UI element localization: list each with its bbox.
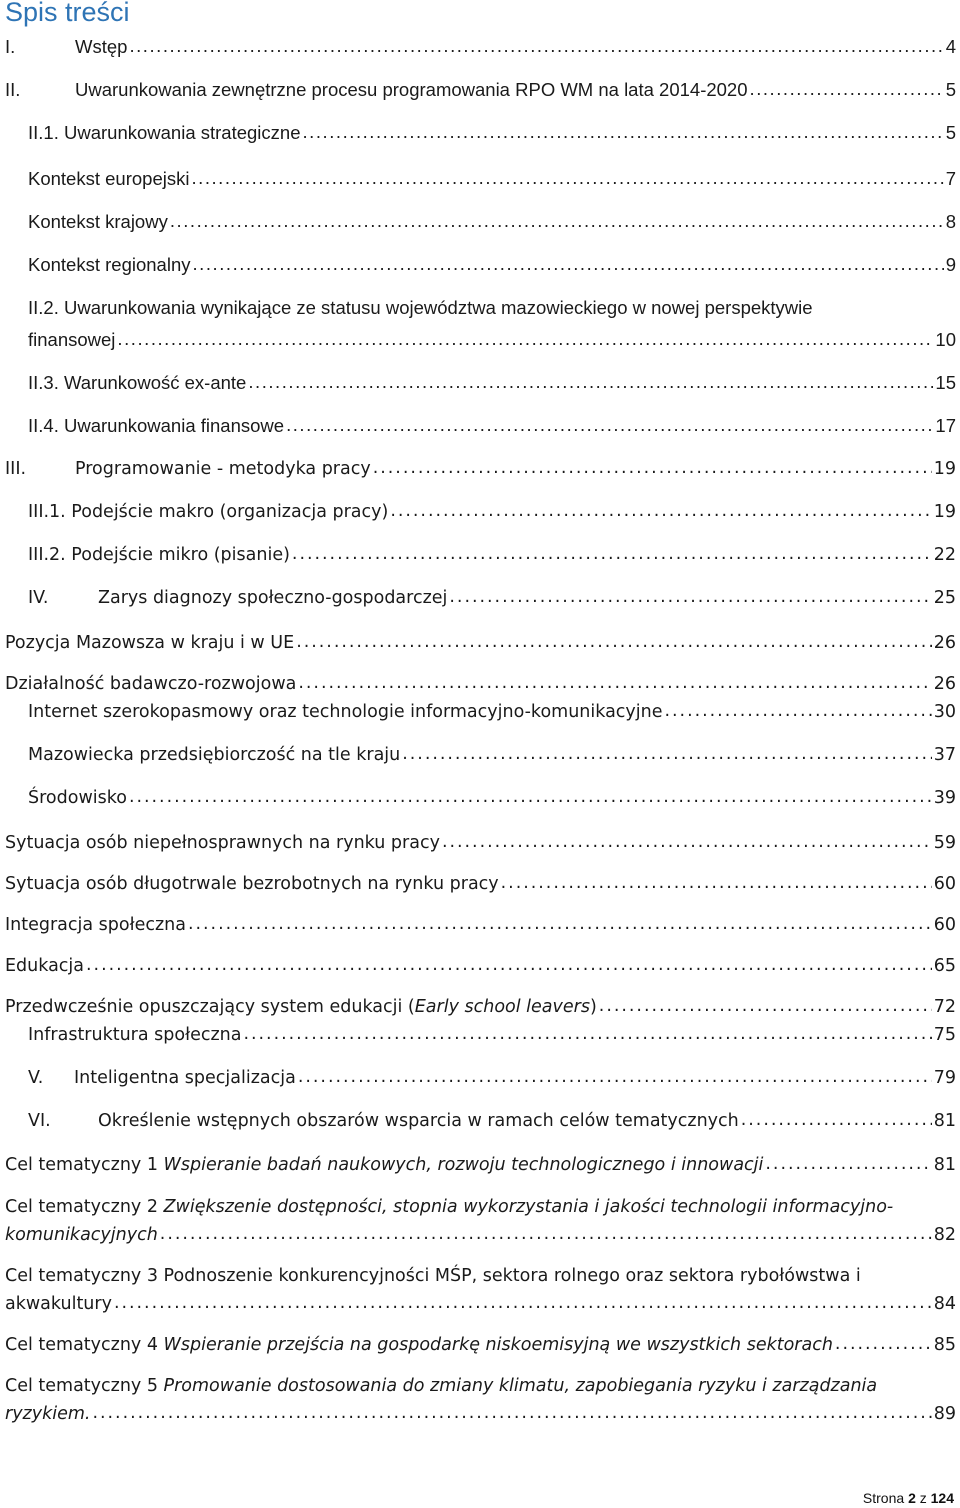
toc-entry[interactable] xyxy=(0,1152,956,1178)
toc-entry-page-number: 19 xyxy=(933,459,956,479)
toc-entry[interactable] xyxy=(0,370,956,396)
toc-dot-leader xyxy=(170,209,944,234)
toc-dot-leader xyxy=(449,585,931,610)
toc-dot-leader xyxy=(665,699,932,724)
toc-dot-leader xyxy=(599,994,932,1019)
toc-entry-title: III.2. Podejście mikro (pisanie) xyxy=(28,545,290,565)
toc-entry-title: II.1. Uwarunkowania strategiczne xyxy=(28,122,301,143)
toc-entry-title: akwakultury xyxy=(5,1294,112,1314)
toc-entry[interactable] xyxy=(0,994,956,1020)
toc-entry[interactable] xyxy=(0,699,956,725)
toc-entry-title: Mazowiecka przedsiębiorczość na tle kraju xyxy=(28,745,401,765)
footer-total-pages: 124 xyxy=(930,1490,954,1506)
page-footer xyxy=(863,1490,954,1506)
toc-entry[interactable] xyxy=(0,252,956,278)
toc-entry[interactable] xyxy=(0,456,956,482)
toc-dot-leader xyxy=(296,630,932,655)
toc-dot-leader xyxy=(193,252,944,277)
toc-entry-title: Cel tematyczny 4 Wspieranie przejścia na gospodarkę niskoemisyjną we wszystkich sektorach xyxy=(5,1335,833,1355)
toc-entry[interactable] xyxy=(0,1065,956,1091)
toc-entry-page-number: 25 xyxy=(933,588,956,608)
toc-entry-page-number: 72 xyxy=(933,997,956,1017)
toc-entry[interactable] xyxy=(0,34,956,60)
toc-entry-page-number: 17 xyxy=(935,415,956,436)
toc-entry-number: V. xyxy=(28,1068,44,1088)
toc-entry[interactable] xyxy=(0,1222,956,1248)
toc-entry-page-number: 84 xyxy=(933,1294,956,1314)
toc-entry-page-number: 59 xyxy=(933,833,956,853)
toc-entry-title: Określenie wstępnych obszarów wsparcia w ramach celów tematycznych xyxy=(98,1111,739,1131)
toc-entry-page-number: 79 xyxy=(933,1068,956,1088)
toc-dot-leader xyxy=(373,456,932,481)
toc-entry-page-number: 10 xyxy=(935,329,956,350)
toc-entry-page-number: 65 xyxy=(933,956,956,976)
toc-entry-title: Wstęp xyxy=(75,36,128,57)
toc-entry-page-number: 15 xyxy=(935,372,956,393)
toc-entry-page-number: 9 xyxy=(945,254,956,275)
toc-entry-title: Pozycja Mazowsza w kraju i w UE xyxy=(5,633,295,653)
toc-dot-leader xyxy=(114,1291,932,1316)
toc-dot-leader xyxy=(750,77,944,102)
toc-dot-leader xyxy=(741,1108,932,1133)
toc-entry-number: II. xyxy=(5,79,21,100)
toc-entry[interactable] xyxy=(0,912,956,938)
toc-entry[interactable] xyxy=(0,871,956,897)
toc-dot-leader xyxy=(442,830,932,855)
toc-entry[interactable] xyxy=(0,77,956,103)
toc-entry[interactable] xyxy=(0,499,956,525)
toc-dot-leader xyxy=(501,871,932,896)
toc-entry-number: VI. xyxy=(28,1111,51,1131)
toc-entry[interactable] xyxy=(0,1022,956,1048)
toc-entry-title: Cel tematyczny 5 Promowanie dostosowania do zmiany klimatu, zapobiegania ryzyku i zarządzania xyxy=(5,1376,878,1396)
toc-entry-title: II.3. Warunkowość ex-ante xyxy=(28,372,247,393)
toc-entry-title: Kontekst regionalny xyxy=(28,254,191,275)
toc-dot-leader xyxy=(129,34,943,59)
toc-entry-page-number: 81 xyxy=(933,1155,956,1175)
toc-entry-title: Przedwcześnie opuszczający system edukacji (Early school leavers) xyxy=(5,997,597,1017)
toc-entry[interactable] xyxy=(0,1332,956,1358)
toc-entry-title: finansowej xyxy=(28,329,116,350)
toc-entry[interactable] xyxy=(0,1291,956,1317)
toc-entry[interactable] xyxy=(0,295,956,321)
toc-entry-page-number: 39 xyxy=(933,788,956,808)
toc-entry-page-number: 82 xyxy=(933,1225,956,1245)
toc-entry-page-number: 5 xyxy=(945,79,956,100)
toc-entry-title: Infrastruktura społeczna xyxy=(28,1025,242,1045)
toc-entry[interactable] xyxy=(0,542,956,568)
toc-dot-leader xyxy=(188,912,932,937)
toc-entry[interactable] xyxy=(0,327,956,353)
toc-entry-title: Kontekst krajowy xyxy=(28,211,168,232)
toc-entry-title: ryzykiem. xyxy=(5,1404,91,1424)
toc-entry-title: Cel tematyczny 1 Wspieranie badań naukowych, rozwoju technologicznego i innowacji xyxy=(5,1155,764,1175)
toc-dot-leader xyxy=(92,1401,931,1426)
toc-entry-page-number: 22 xyxy=(933,545,956,565)
toc-dot-leader xyxy=(298,671,931,696)
toc-entry-number: IV. xyxy=(28,588,49,608)
toc-entry-title: III.1. Podejście makro (organizacja pracy) xyxy=(28,502,389,522)
toc-entry-title: Sytuacja osób niepełnosprawnych na rynku pracy xyxy=(5,833,440,853)
footer-label: Strona xyxy=(862,1490,905,1506)
toc-entry[interactable] xyxy=(0,1194,956,1220)
toc-dot-leader xyxy=(765,1152,931,1177)
toc-dot-leader xyxy=(303,120,944,145)
toc-entry[interactable] xyxy=(0,209,956,235)
toc-dot-leader xyxy=(160,1222,932,1247)
toc-entry-title: Uwarunkowania zewnętrzne procesu programowania RPO WM na lata 2014-2020 xyxy=(75,79,748,100)
toc-dot-leader xyxy=(86,953,932,978)
toc-entry-page-number: 26 xyxy=(933,633,956,653)
footer-current-page: 2 xyxy=(908,1490,916,1506)
toc-entry[interactable] xyxy=(0,953,956,979)
toc-entry-page-number: 4 xyxy=(945,36,956,57)
toc-entry-page-number: 7 xyxy=(945,168,956,189)
toc-entry-title: II.4. Uwarunkowania finansowe xyxy=(28,415,285,436)
toc-entry[interactable] xyxy=(0,630,956,656)
toc-entry[interactable] xyxy=(0,1108,956,1134)
toc-dot-leader xyxy=(191,166,943,191)
toc-entry-title: Cel tematyczny 2 Zwiększenie dostępności, stopnia wykorzystania i jakości technologii informacyjno- xyxy=(5,1197,894,1217)
toc-entry[interactable] xyxy=(0,830,956,856)
toc-dot-leader xyxy=(129,785,932,810)
footer-of: z xyxy=(919,1490,927,1506)
toc-entry-title: II.2. Uwarunkowania wynikające ze statusu województwa mazowieckiego w nowej perspektywie xyxy=(28,297,813,318)
toc-entry-title: Sytuacja osób długotrwale bezrobotnych na rynku pracy xyxy=(5,874,499,894)
toc-entry-page-number: 5 xyxy=(945,122,956,143)
toc-entry-page-number: 37 xyxy=(933,745,956,765)
toc-entry-page-number: 26 xyxy=(933,674,956,694)
toc-dot-leader xyxy=(292,542,932,567)
toc-entry[interactable] xyxy=(0,413,956,439)
toc-entry-title: Zarys diagnozy społeczno-gospodarczej xyxy=(98,588,448,608)
toc-entry-title: Inteligentna specjalizacja xyxy=(74,1068,296,1088)
toc-entry-page-number: 60 xyxy=(933,874,956,894)
toc-dot-leader xyxy=(298,1065,932,1090)
toc-entry-page-number: 19 xyxy=(933,502,956,522)
toc-dot-leader xyxy=(117,327,933,352)
toc-entry-page-number: 81 xyxy=(933,1111,956,1131)
toc-entry-title: Integracja społeczna xyxy=(5,915,186,935)
toc-entry-page-number: 30 xyxy=(933,702,956,722)
toc-entry-page-number: 60 xyxy=(933,915,956,935)
toc-entry-page-number: 85 xyxy=(933,1335,956,1355)
toc-entry[interactable] xyxy=(0,1373,956,1399)
toc-entry-title: Internet szerokopasmowy oraz technologie informacyjno-komunikacyjne xyxy=(28,702,663,722)
toc-entry-number: I. xyxy=(5,36,16,57)
page-title: Spis treści xyxy=(5,0,130,27)
toc-entry-title: komunikacyjnych xyxy=(5,1225,158,1245)
toc-dot-leader xyxy=(286,413,933,438)
toc-entry-number: III. xyxy=(5,459,27,479)
toc-entry[interactable] xyxy=(0,671,956,697)
toc-entry[interactable] xyxy=(0,742,956,768)
toc-dot-leader xyxy=(243,1022,931,1047)
toc-entry-title: Działalność badawczo-rozwojowa xyxy=(5,674,297,694)
toc-entry[interactable] xyxy=(0,166,956,192)
toc-entry[interactable] xyxy=(0,1401,956,1427)
toc-dot-leader xyxy=(248,370,933,395)
toc-entry[interactable] xyxy=(0,785,956,811)
toc-entry[interactable] xyxy=(0,585,956,611)
toc-dot-leader xyxy=(402,742,931,767)
toc-entry-title: Programowanie - metodyka pracy xyxy=(75,459,371,479)
toc-entry-title: Środowisko xyxy=(28,788,127,808)
toc-dot-leader xyxy=(390,499,931,524)
toc-dot-leader xyxy=(835,1332,932,1357)
toc-entry-page-number: 89 xyxy=(933,1404,956,1424)
toc-entry-title: Kontekst europejski xyxy=(28,168,190,189)
toc-entry-title: Cel tematyczny 3 Podnoszenie konkurencyjności MŚP, sektora rolnego oraz sektora rybołówstwa i xyxy=(5,1266,861,1286)
toc-entry-title: Edukacja xyxy=(5,956,85,976)
toc-entry[interactable] xyxy=(0,120,956,146)
toc-entry[interactable] xyxy=(0,1263,956,1289)
toc-entry-page-number: 8 xyxy=(945,211,956,232)
toc-entry-page-number: 75 xyxy=(933,1025,956,1045)
